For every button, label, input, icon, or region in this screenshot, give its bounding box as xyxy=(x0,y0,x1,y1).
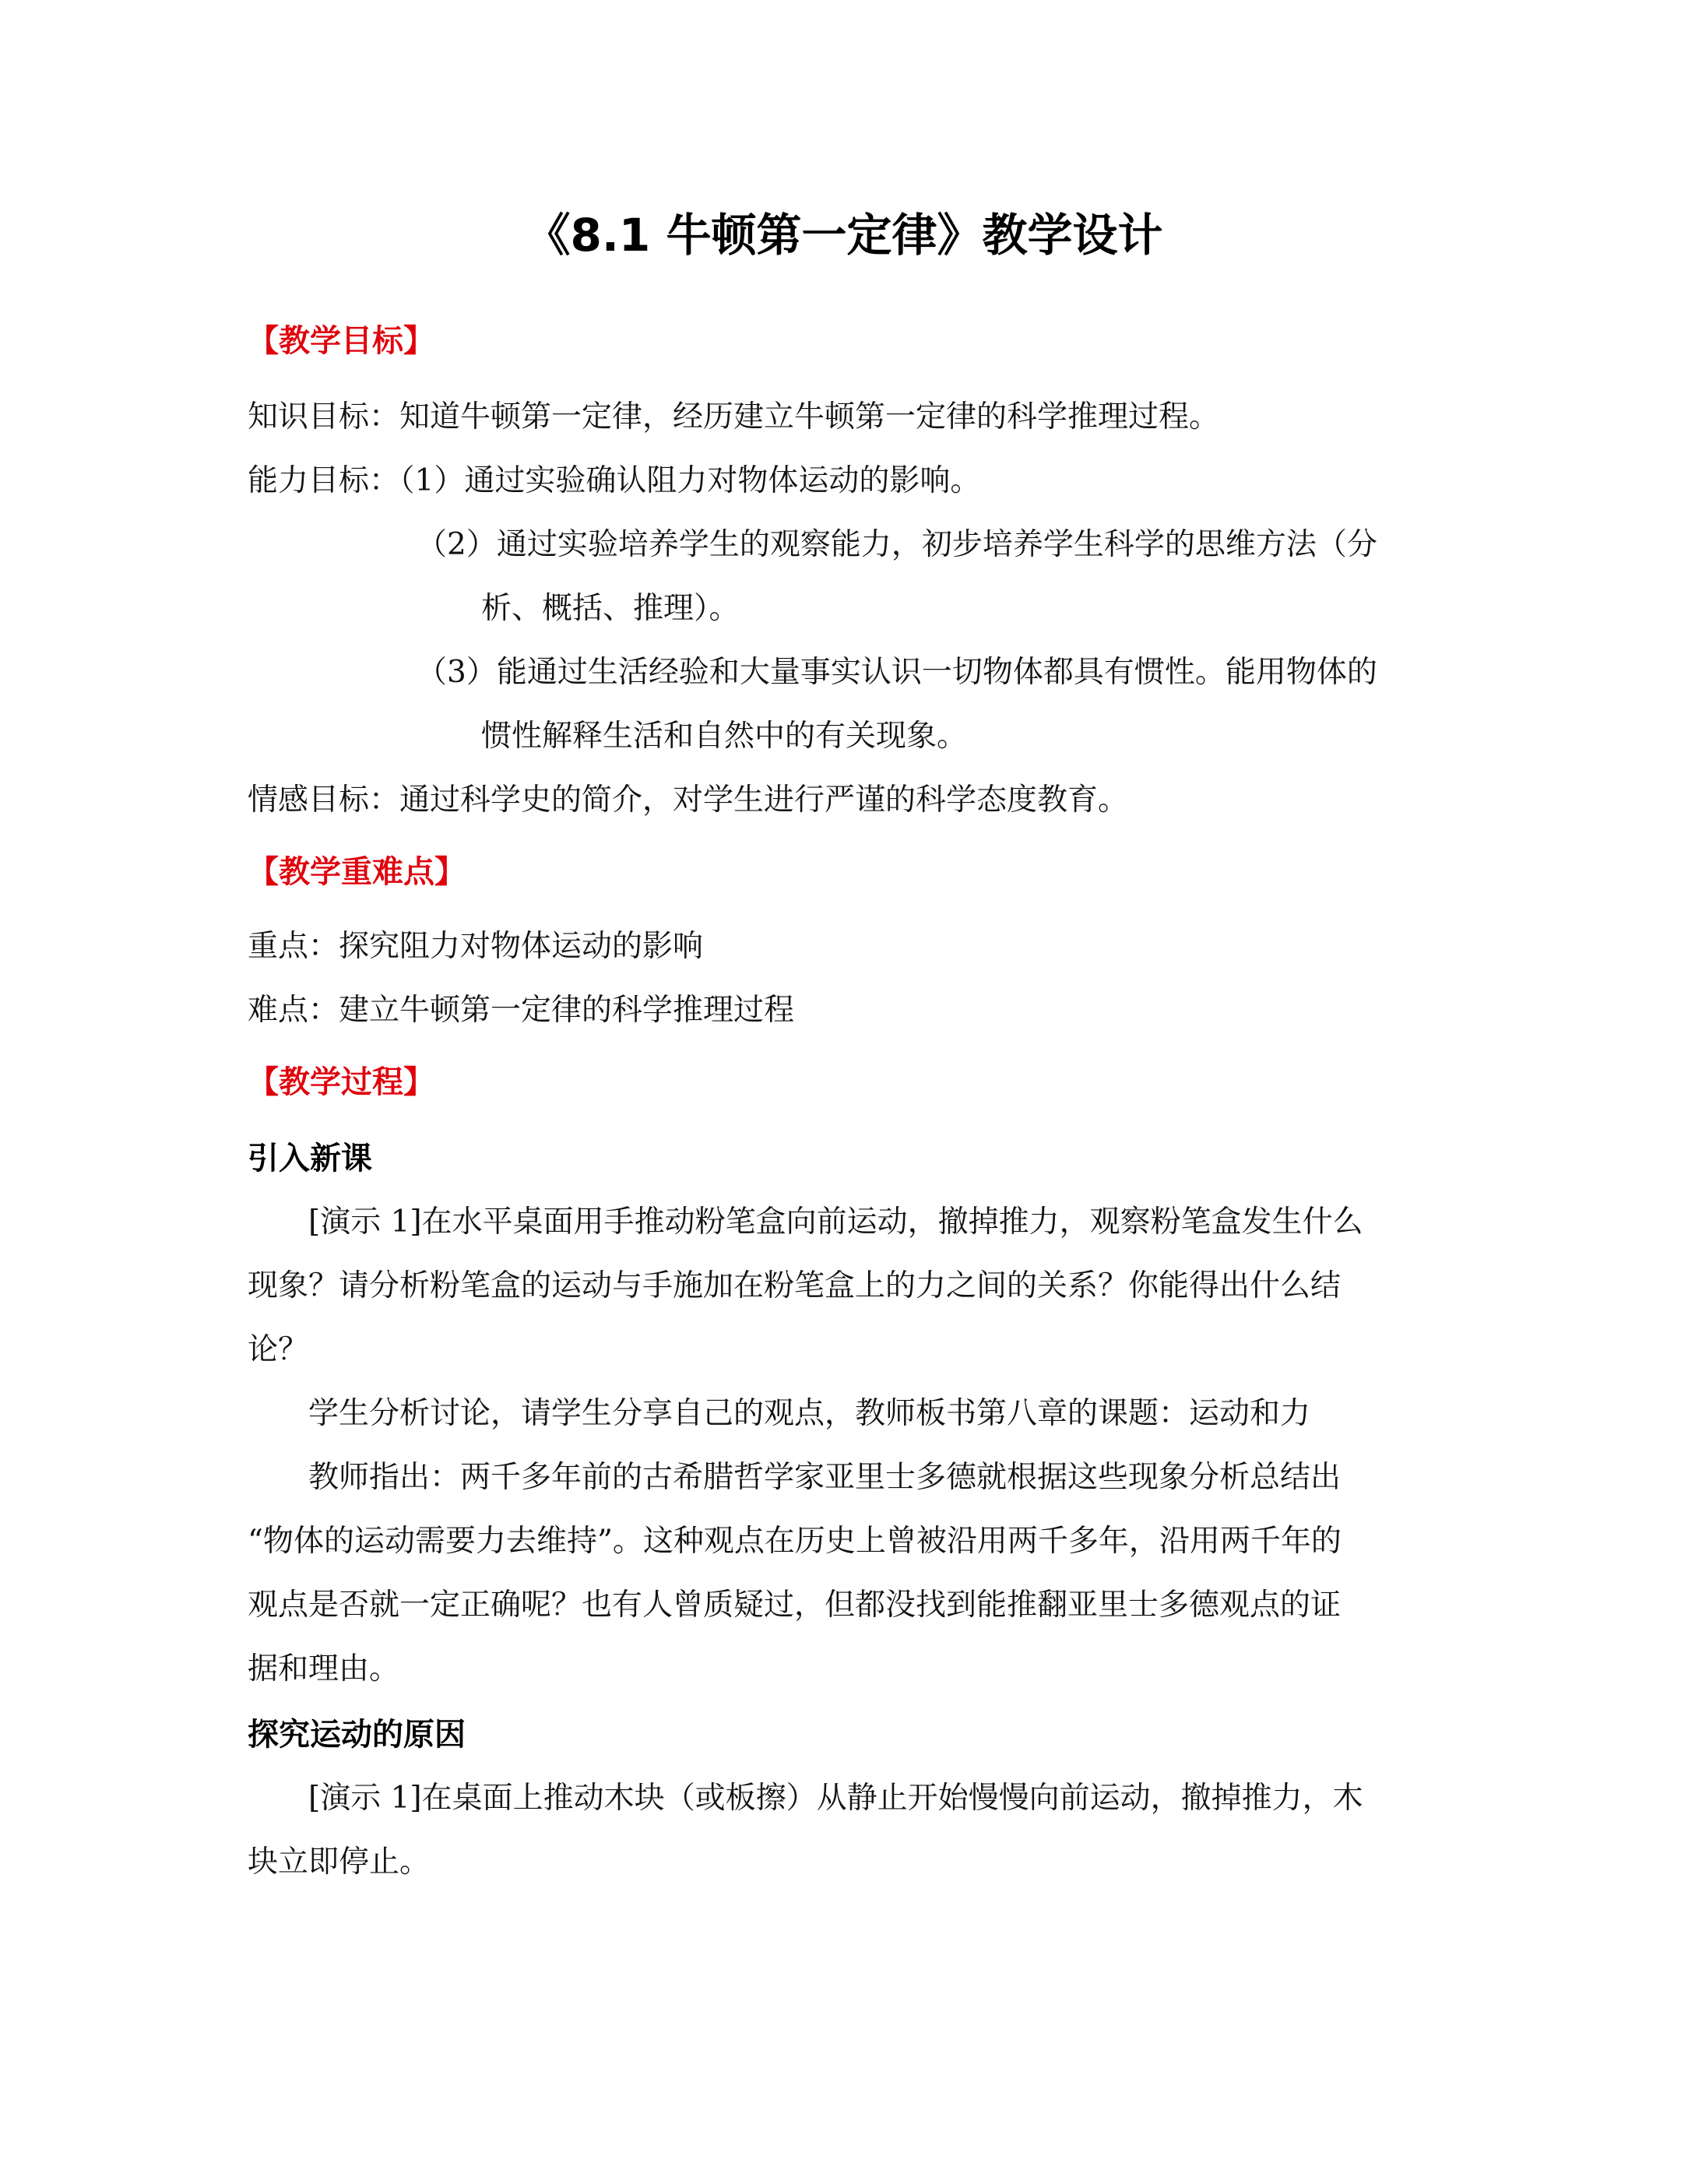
demo1-line-3: 论？ xyxy=(248,1332,309,1367)
ability-goal-2-line-1: （2）通过实验培养学生的观察能力，初步培养学生科学的思维方法（分 xyxy=(417,527,1377,562)
teacher-note-line-2: “物体的运动需要力去维持”。这种观点在历史上曾被沿用两千多年，沿用两千年的 xyxy=(248,1524,1342,1559)
subheading-intro: 引入新课 xyxy=(248,1141,372,1176)
demo2-line-1: [演示 1]在桌面上推动木块（或板擦）从静止开始慢慢向前运动，撤掉推力，木 xyxy=(308,1781,1363,1816)
teacher-note-line-3: 观点是否就一定正确呢？也有人曾质疑过，但都没找到能推翻亚里士多德观点的证 xyxy=(248,1588,1342,1623)
ability-goal-1: 能力目标：（1）通过实验确认阻力对物体运动的影响。 xyxy=(248,463,981,498)
key-point-difficulty: 难点：建立牛顿第一定律的科学推理过程 xyxy=(248,993,795,1028)
ability-goal-2-line-2: 析、概括、推理）。 xyxy=(481,591,740,626)
demo1-line-1: [演示 1]在水平桌面用手推动粉笔盒向前运动，撤掉推力，观察粉笔盒发生什么 xyxy=(308,1205,1363,1240)
key-point-focus: 重点：探究阻力对物体运动的影响 xyxy=(248,929,704,964)
teacher-note-line-4: 据和理由。 xyxy=(248,1651,400,1686)
section-heading-process: 【教学过程】 xyxy=(248,1064,434,1100)
teacher-note-line-1: 教师指出：两千多年前的古希腊哲学家亚里士多德就根据这些现象分析总结出 xyxy=(308,1460,1342,1495)
demo1-line-2: 现象？请分析粉笔盒的运动与手施加在粉笔盒上的力之间的关系？你能得出什么结 xyxy=(248,1268,1342,1303)
document-title: 《8.1 牛顿第一定律》教学设计 xyxy=(525,209,1163,262)
section-heading-key-points: 【教学重难点】 xyxy=(248,854,466,890)
demo2-line-2: 块立即停止。 xyxy=(248,1845,431,1880)
ability-goal-3-line-2: 惯性解释生活和自然中的有关现象。 xyxy=(481,719,968,754)
knowledge-goal: 知识目标：知道牛顿第一定律，经历建立牛顿第一定律的科学推理过程。 xyxy=(248,399,1220,434)
subheading-explore: 探究运动的原因 xyxy=(248,1717,466,1753)
emotion-goal: 情感目标：通过科学史的简介，对学生进行严谨的科学态度教育。 xyxy=(248,783,1129,818)
discussion-paragraph: 学生分析讨论，请学生分享自己的观点，教师板书第八章的课题：运动和力 xyxy=(308,1396,1311,1431)
section-heading-goals: 【教学目标】 xyxy=(248,323,434,359)
ability-goal-3-line-1: （3）能通过生活经验和大量事实认识一切物体都具有惯性。能用物体的 xyxy=(417,655,1377,690)
